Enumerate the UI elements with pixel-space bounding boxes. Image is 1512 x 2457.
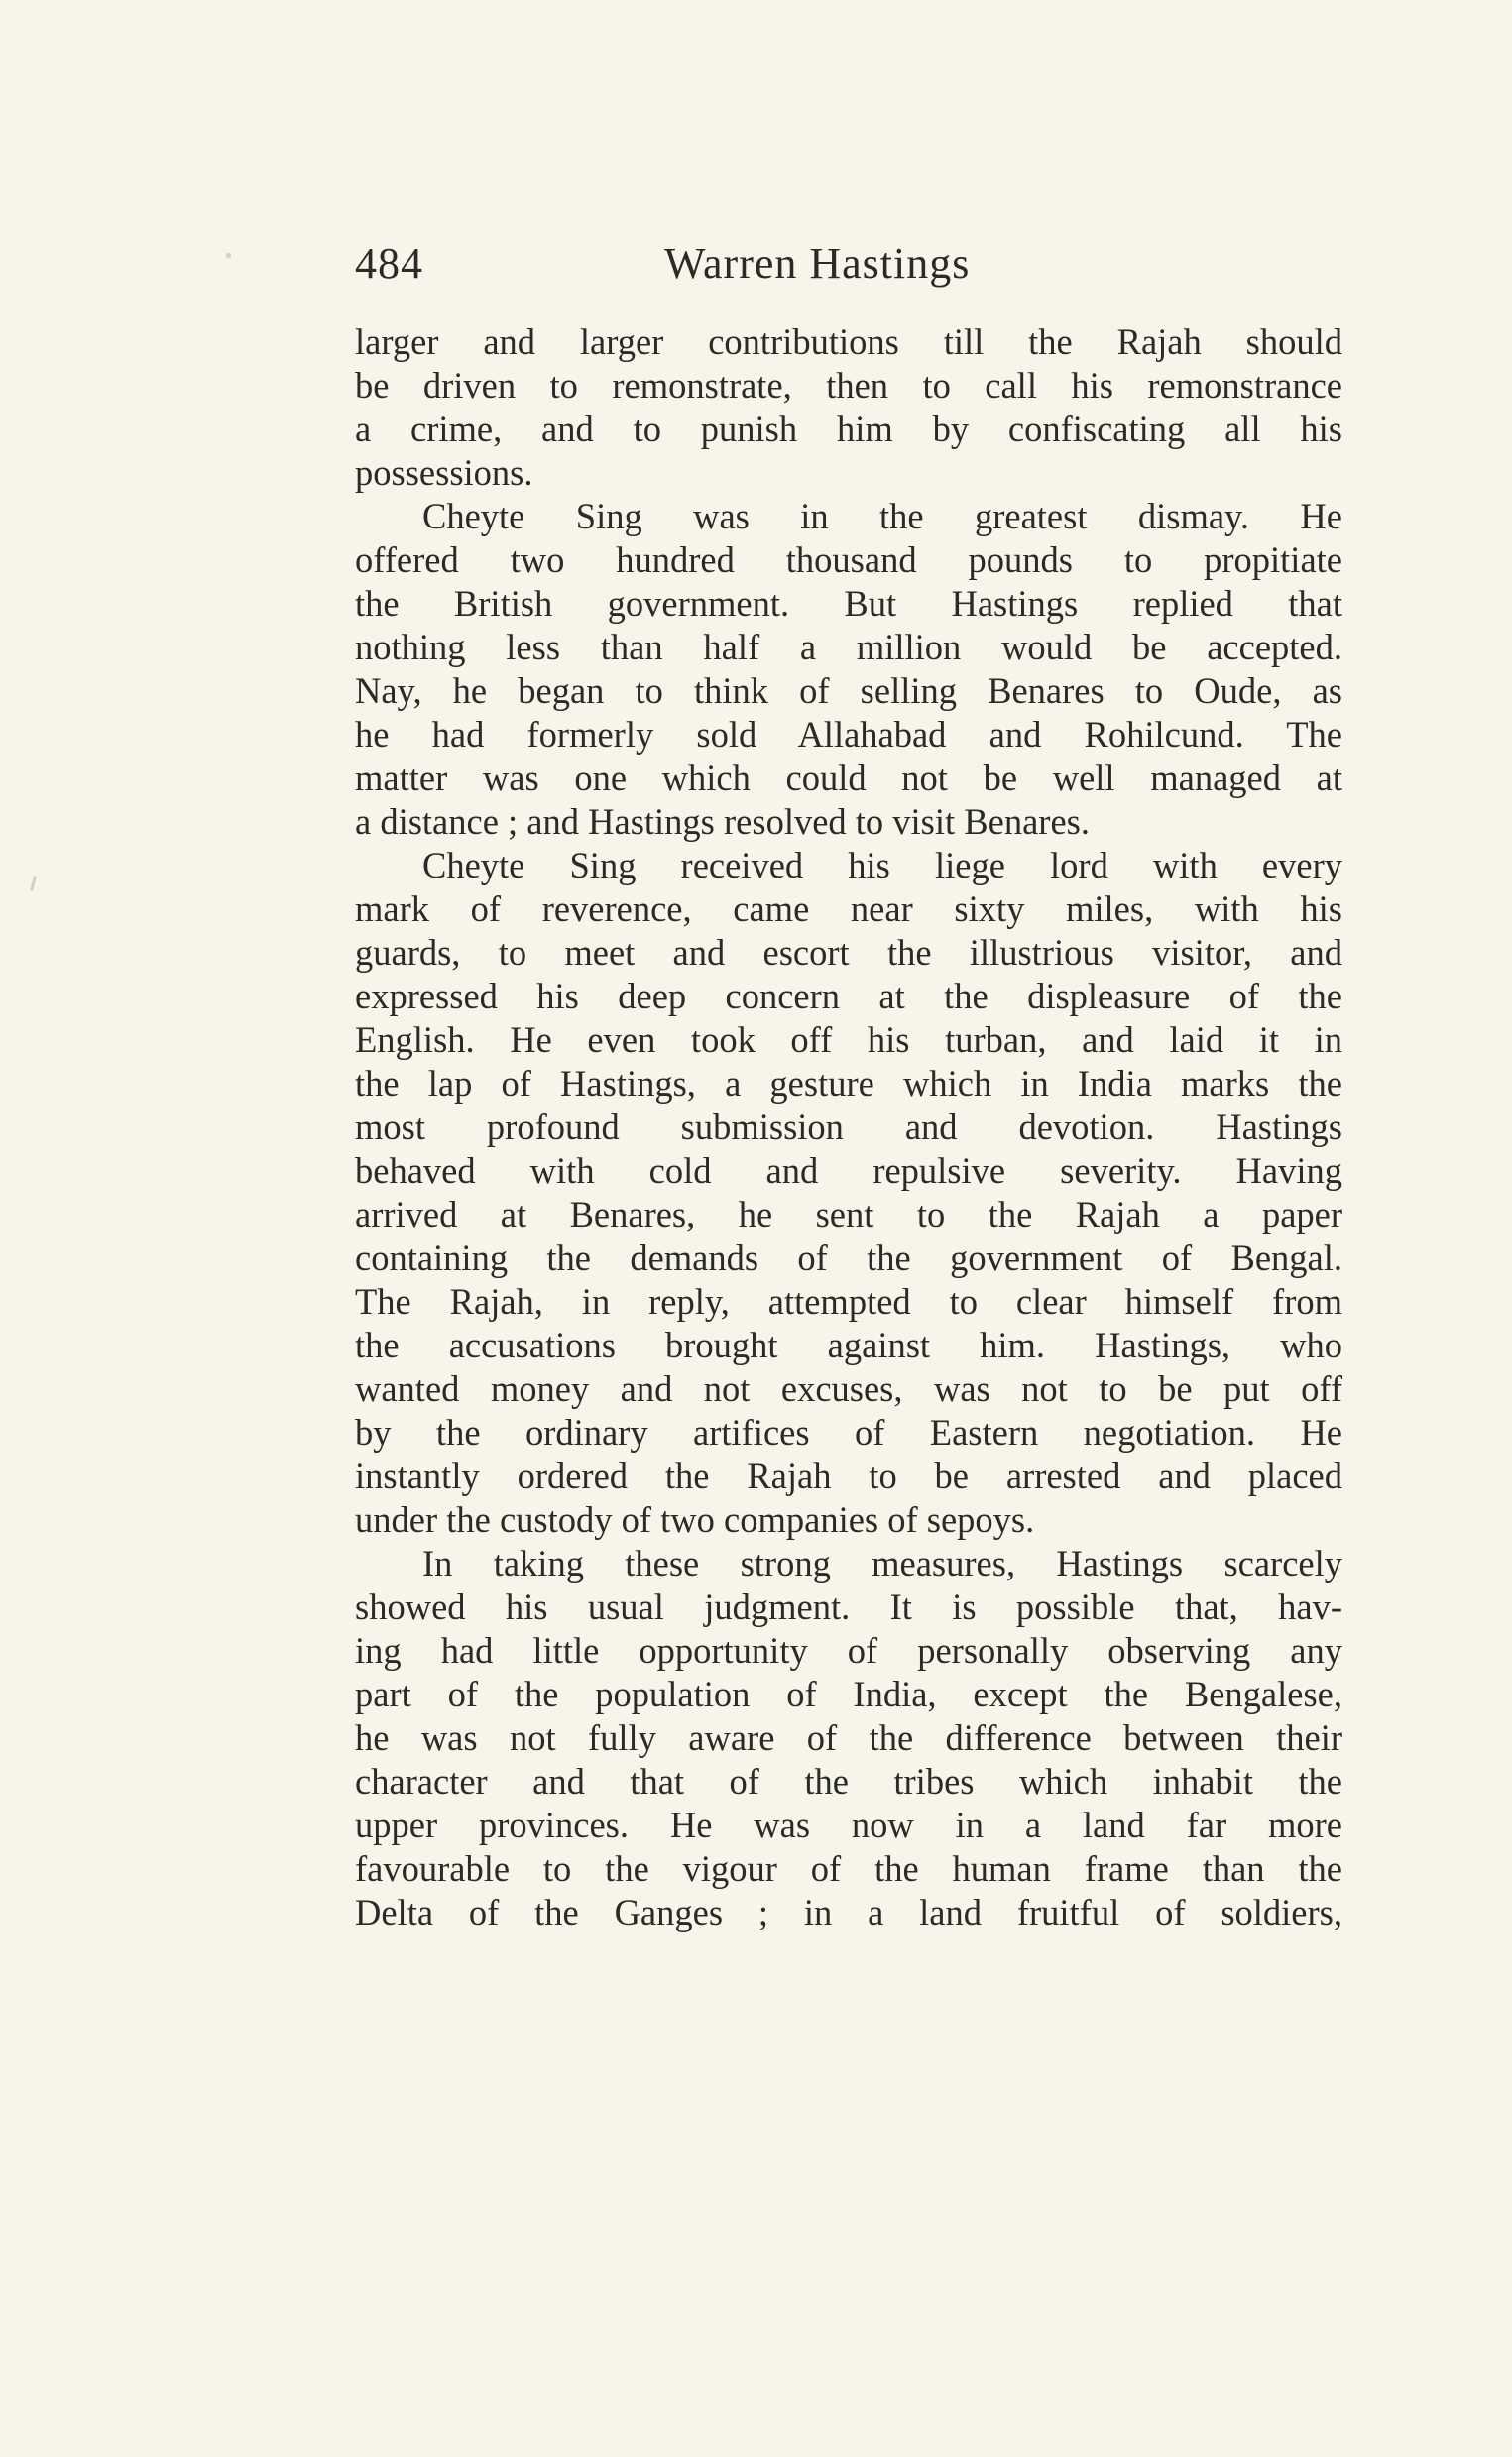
text-line: Cheyte Sing received his liege lord with every	[422, 845, 1342, 885]
text-line: by the ordinary artifices of Eastern negotiation. He	[355, 1412, 1342, 1453]
paper-speck	[30, 876, 37, 891]
text-line: most profound submission and devotion. Hastings	[355, 1107, 1342, 1147]
text-line: showed his usual judgment. It is possible that, hav-	[355, 1586, 1342, 1627]
text-line: the accusations brought against him. Hastings, who	[355, 1325, 1342, 1365]
text-line: matter was one which could not be well managed at	[355, 758, 1342, 798]
text-line: guards, to meet and escort the illustrious visitor, and	[355, 932, 1342, 973]
text-line: wanted money and not excuses, was not to be put off	[355, 1368, 1342, 1409]
text-line: mark of reverence, came near sixty miles, with his	[355, 888, 1342, 929]
text-line: instantly ordered the Rajah to be arrested and placed	[355, 1456, 1342, 1496]
text-line: arrived at Benares, he sent to the Rajah a paper	[355, 1194, 1342, 1234]
text-line: Delta of the Ganges ; in a land fruitful of soldiers,	[355, 1892, 1342, 1932]
text-line: a distance ; and Hastings resolved to visit Benares.	[355, 801, 1090, 842]
text-line: character and that of the tribes which inhabit the	[355, 1761, 1342, 1802]
text-line: possessions.	[355, 452, 533, 493]
text-line: a crime, and to punish him by confiscating all his	[355, 409, 1342, 449]
text-line: expressed his deep concern at the displeasure of the	[355, 976, 1342, 1016]
text-line: he had formerly sold Allahabad and Rohilcund. The	[355, 714, 1342, 755]
text-line: nothing less than half a million would be accepted.	[355, 627, 1342, 667]
paper-speck	[226, 253, 231, 258]
text-line: the lap of Hastings, a gesture which in India marks the	[355, 1063, 1342, 1104]
text-line: behaved with cold and repulsive severity. Having	[355, 1150, 1342, 1191]
text-line: under the custody of two companies of sepoys.	[355, 1499, 1035, 1540]
body-text	[355, 320, 1342, 1934]
running-title: Warren Hastings	[664, 239, 971, 288]
text-line: offered two hundred thousand pounds to propitiate	[355, 539, 1342, 580]
text-line: In taking these strong measures, Hastings scarcely	[422, 1543, 1342, 1583]
text-line: Cheyte Sing was in the greatest dismay. He	[422, 496, 1342, 536]
text-line: he was not fully aware of the difference between their	[355, 1717, 1342, 1758]
text-line: be driven to remonstrate, then to call his remonstrance	[355, 365, 1342, 406]
text-line: the British government. But Hastings replied that	[355, 583, 1342, 624]
text-line: part of the population of India, except the Bengalese,	[355, 1674, 1342, 1714]
page-number: 484	[355, 239, 423, 288]
text-line: Nay, he began to think of selling Benares to Oude, as	[355, 670, 1342, 711]
text-line: The Rajah, in reply, attempted to clear himself from	[355, 1281, 1342, 1322]
running-head	[355, 234, 1342, 293]
text-line: upper provinces. He was now in a land far more	[355, 1805, 1342, 1845]
text-line: English. He even took off his turban, and laid it in	[355, 1019, 1342, 1060]
text-line: ing had little opportunity of personally observing any	[355, 1630, 1342, 1671]
text-line: containing the demands of the government of Bengal.	[355, 1237, 1342, 1278]
text-line: favourable to the vigour of the human frame than the	[355, 1848, 1342, 1889]
text-line: larger and larger contributions till the Rajah should	[355, 321, 1342, 362]
